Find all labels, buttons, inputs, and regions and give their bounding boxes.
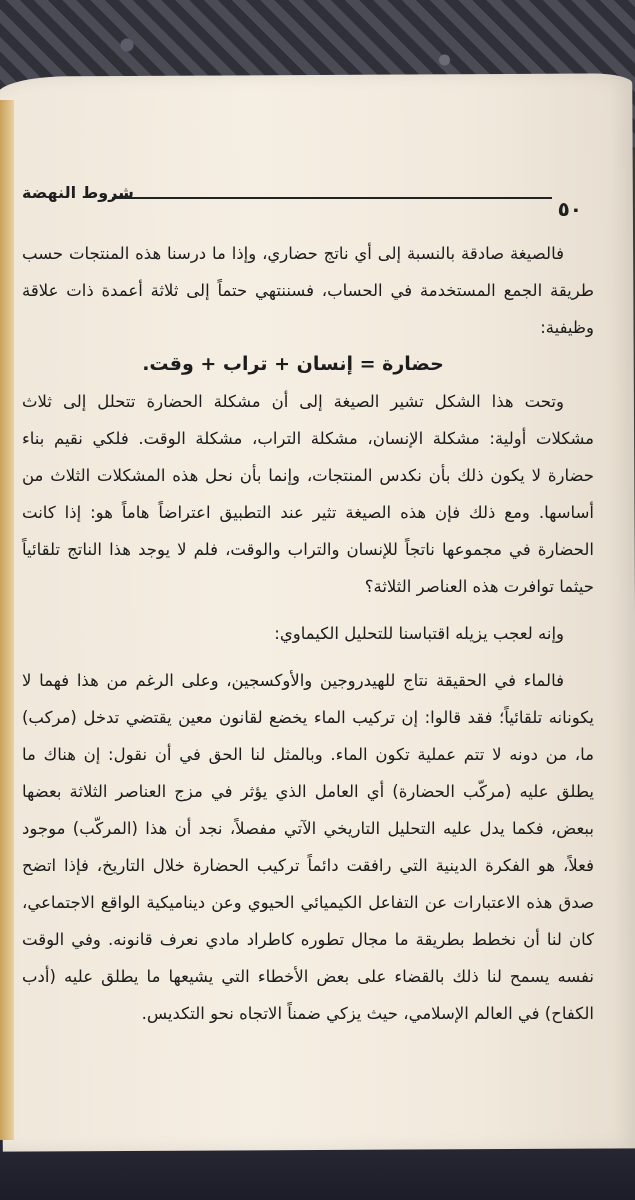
paragraph-4: فالماء في الحقيقة نتاج للهيدروجين والأوكسجين، وعلى الرغم من هذا فهما لا يكونانه تلقائياً؛ فقد قالوا: إن تركيب الماء يخضع لقانون معين يقتضي تدخل (مركب) ما، من دونه لا تتم عملية تكون الماء. وبالمثل لنا الحق في أن نقول: إن هناك ما يطلق عليه (مركّب الحضارة) أي العامل الذي يؤثر في مزج العناصر الثلاثة بعضها ببعض، فكما يدل عليه التحليل التاريخي الآتي مفصلاً، نجد أن هذا (المركّب) موجود فعلاً، هو الفكرة الدينية التي رافقت دائماً تركيب الحضارة خلال التاريخ، فإذا اتضح صدق هذه الاعتبارات عن التفاعل الكيميائي الحيوي وعن ديناميكية الواقع الاجتماعي، كان لنا أن نخطط بطريقة ما مجال تطوره كاطراد مادي نعرف قانونه. وفي الوقت نفسه يسمح لنا ذلك بالقضاء على بعض الأخطاء التي يشيعها ما يطلق عليه (أدب الكفاح) في العالم الإسلامي، حيث يزكي ضمناً الاتجاه نحو التكديس. (22, 671, 594, 1023)
running-title: شروط النهضة (22, 183, 134, 202)
page-header (22, 183, 582, 223)
paragraph-2: وتحت هذا الشكل تشير الصيغة إلى أن مشكلة الحضارة تتحلل إلى ثلاث مشكلات أولية: مشكلة الإنسان، مشكلة التراب، مشكلة الوقت. فلكي نقيم بناء حضارة لا يكون ذلك بأن نكدس المنتجات، وإنما بأن نحل هذه المشكلات الثلاث من أساسها. ومع ذلك فإن هذه الصيغة تثير عند التطبيق اعتراضاً هاماً هو: إذا كانت الحضارة في مجموعها ناتجاً للإنسان والتراب والوقت، فلم لا يوجد هذا الناتج تلقائياً حيثما توافرت هذه العناصر الثلاثة؟ (22, 392, 594, 596)
civilization-formula: حضارة = إنسان + تراب + وقت. (142, 353, 444, 375)
paragraph-1: فالصيغة صادقة بالنسبة إلى أي ناتج حضاري، وإذا ما درسنا هذه المنتجات حسب طريقة الجمع المستخدمة في الحساب، فسننتهي حتماً إلى ثلاثة أعمدة ذات علاقة وظيفية: (22, 244, 594, 337)
page-edge (0, 100, 14, 1140)
page-body (22, 235, 594, 1032)
header-rule (112, 197, 552, 199)
paragraph-3: وإنه لعجب يزيله اقتباسنا للتحليل الكيماوي: (274, 624, 564, 643)
page-number: ٥٠ (557, 197, 582, 221)
